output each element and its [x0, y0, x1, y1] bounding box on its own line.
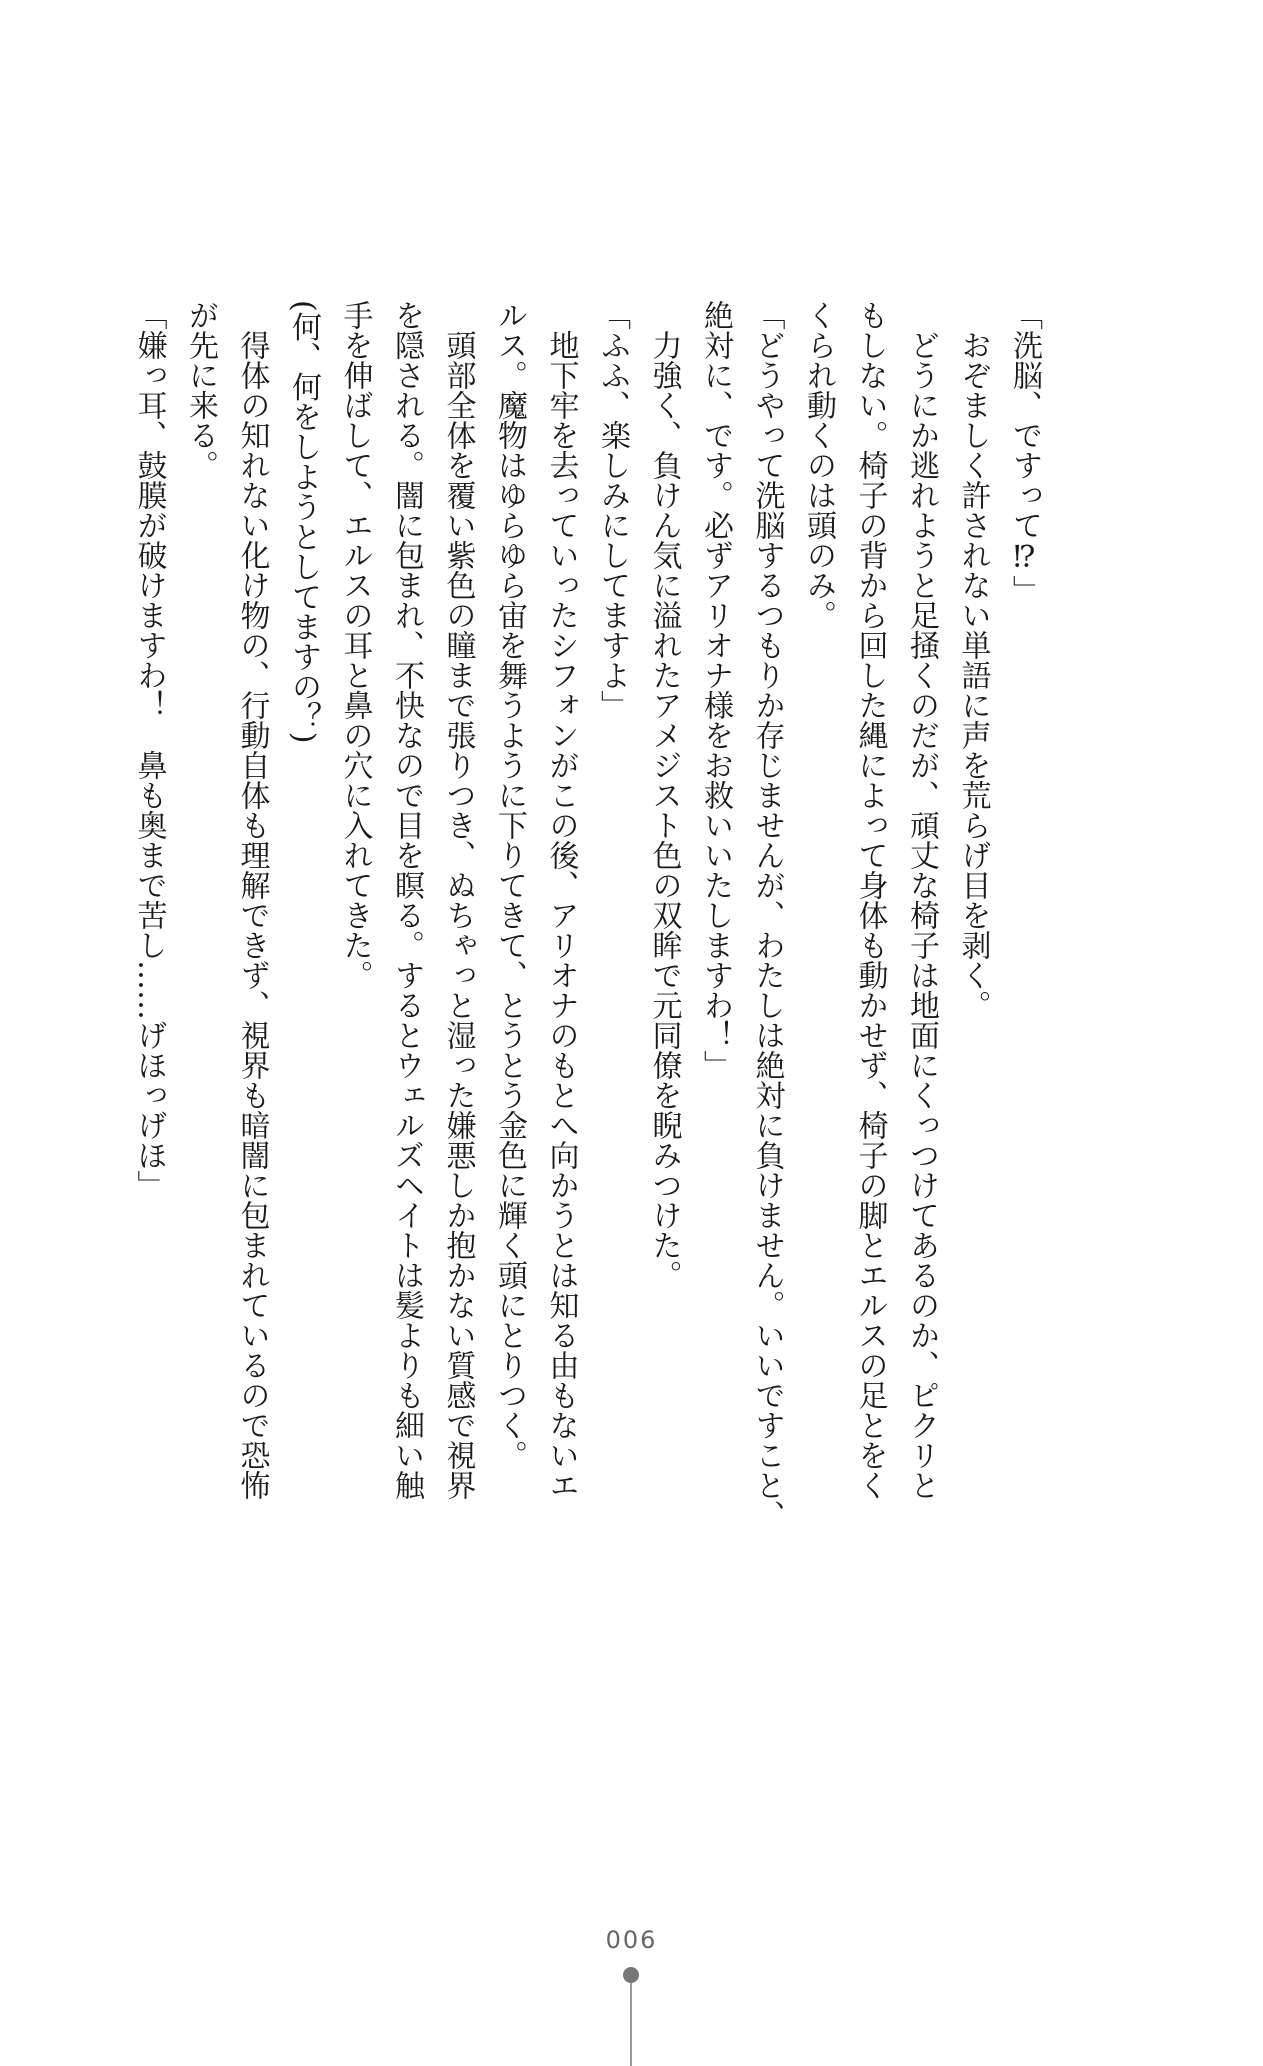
text-line: どうにか逃れようと足掻くのだが、頑丈な椅子は地面にくっつけてあるのか、ピクリと: [904, 330, 939, 1500]
text-line: くられ動くのは頭のみ。: [801, 300, 836, 630]
text-line: 「どうやって洗脳するつもりか存じませんが、わたしは絶対に負けません。いいですこと、: [749, 300, 785, 1530]
text-line: 力強く、負けん気に溢れたアメジスト色の双眸で元同僚を睨みつけた。: [646, 330, 682, 1290]
text-line: 頭部全体を覆い紫色の瞳まで張りつき、ぬちゃっと湿った嫌悪しか抱かない質感で視界: [440, 330, 476, 1500]
text-line: 「ふふ、楽しみにしてますよ」: [595, 300, 630, 720]
text-line: ルス。魔物はゆらゆら宙を舞うように下りてきて、とうとう金色に輝く頭にとりつく。: [492, 300, 527, 1470]
text-line: 絶対に、です。必ずアリオナ様をお救いいたしますわ！」: [698, 300, 733, 1080]
text-line: 「洗脳、ですって⁉」: [1007, 300, 1042, 605]
text-line: おぞましく許されない単語に声を荒らげ目を剥く。: [955, 330, 991, 1020]
text-line: 地下牢を去っていったシフォンがこの後、アリオナのもとへ向かうとは知る由もないエ: [543, 330, 579, 1500]
text-line: 「嫌っ耳、鼓膜が破けますわ！ 鼻も奥まで苦し……げほっげほ」: [131, 300, 167, 1200]
page-number: 006: [605, 1926, 658, 1954]
text-line: (何、何をしようとしてますの？): [286, 300, 321, 744]
text-line: もしない。椅子の背から回した縄によって身体も動かせず、椅子の脚とエルスの足とをく: [852, 300, 888, 1500]
text-line: を隠される。闇に包まれ、不快なので目を瞑る。するとウェルズヘイトは髪よりも細い触: [389, 300, 424, 1500]
page-marker-dot: [623, 1967, 639, 1983]
page-marker-rule: [630, 1983, 632, 2066]
text-line: 手を伸ばして、エルスの耳と鼻の穴に入れてきた。: [337, 300, 373, 990]
vertical-text-body: [131, 300, 1050, 1670]
text-line: が先に来る。: [183, 300, 218, 480]
text-line: 得体の知れない化け物の、行動自体も理解できず、視界も暗闇に包まれているので恐怖: [234, 330, 270, 1500]
